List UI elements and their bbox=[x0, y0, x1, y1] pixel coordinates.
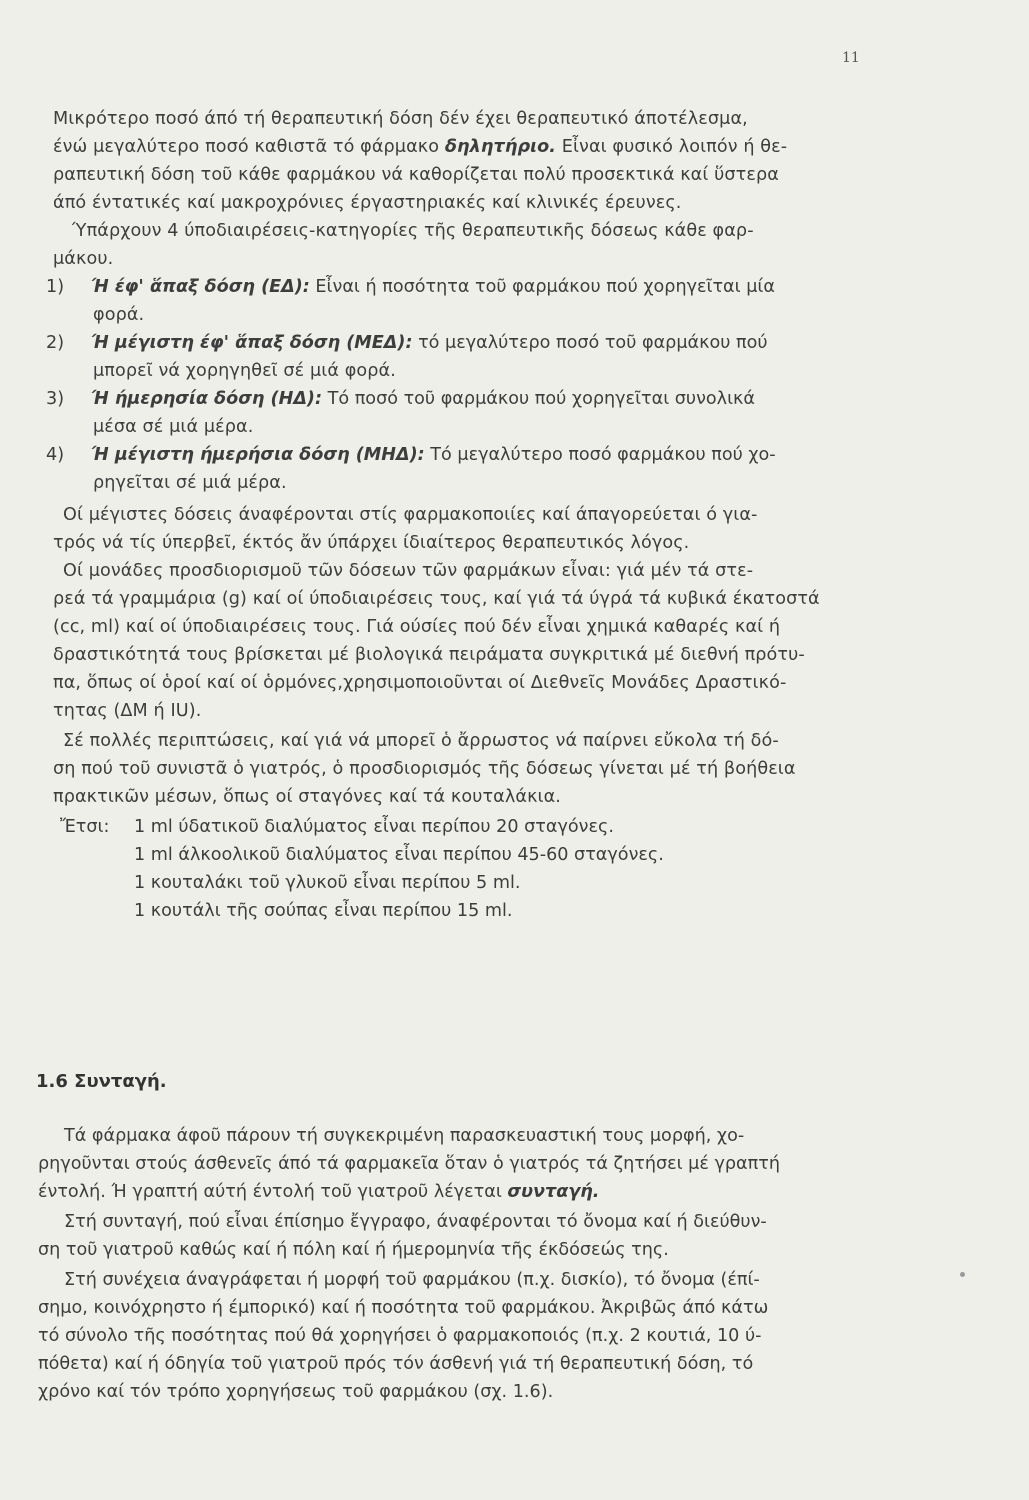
item-number: 2) bbox=[46, 333, 65, 353]
item-text: Εἶναι ή ποσότητα τοῦ φαρμάκου πού χορηγεῖται μία bbox=[309, 277, 775, 297]
paragraph-line: χρόνο καί τόν τρόπο χορηγήσεως τοῦ φαρμάκου (σχ. 1.6). bbox=[38, 1382, 554, 1402]
paragraph-line: (cc, ml) καί οί ύποδιαιρέσεις τους. Γιά ούσίες πού δέν εἶναι χημικά καθαρές καί ή bbox=[53, 617, 781, 637]
paragraph-line: ρεά τά γραμμάρια (g) καί οί ύποδιαιρέσεις τους, καί γιά τά ύγρά τά κυβικά έκατοστά bbox=[53, 589, 820, 609]
measure-line: 1 ml ύδατικοῦ διαλύματος εἶναι περίπου 20 σταγόνες. bbox=[134, 817, 614, 837]
text-run: ένώ μεγαλύτερο ποσό καθιστᾶ τό φάρμακο bbox=[53, 137, 445, 157]
paragraph-line: πρακτικῶν μέσων, ὅπως οί σταγόνες καί τά κουταλάκια. bbox=[53, 787, 562, 807]
item-continuation: φορά. bbox=[93, 305, 145, 325]
page-number: 11 bbox=[842, 50, 860, 66]
measures-prefix: Ἔτσι: bbox=[60, 817, 110, 837]
paragraph-line: Τά φάρμακα άφοῦ πάρουν τή συγκεκριμένη παρασκευαστική τους μορφή, χο- bbox=[64, 1126, 745, 1146]
item-continuation: μέσα σέ μιά μέρα. bbox=[93, 417, 254, 437]
paragraph-line: Οί μονάδες προσδιορισμοῦ τῶν δόσεων τῶν φαρμάκων εἶναι: γιά μέν τά στε- bbox=[63, 561, 754, 581]
paragraph-line: Μικρότερο ποσό άπό τή θεραπευτική δόση δέν έχει θεραπευτικό άποτέλεσμα, bbox=[53, 109, 748, 129]
paragraph-line: τητας (ΔΜ ή IU). bbox=[53, 701, 202, 721]
paragraph-line: δραστικότητά τους βρίσκεται μέ βιολογικά πειράματα συγκριτικά μέ διεθνή πρότυ- bbox=[53, 645, 805, 665]
item-continuation: ρηγεῖται σέ μιά μέρα. bbox=[93, 473, 287, 493]
paragraph-line: σημο, κοινόχρηστο ή έμπορικό) καί ή ποσότητα τοῦ φαρμάκου. Ἀκριβῶς άπό κάτω bbox=[38, 1298, 769, 1318]
dose-item bbox=[46, 275, 775, 299]
item-text: Τό μεγαλύτερο ποσό φαρμάκου πού χο- bbox=[424, 445, 776, 465]
paragraph-line: ρηγοῦνται στούς άσθενεῖς άπό τά φαρμακεῖα ὅταν ὁ γιατρός τά ζητήσει μέ γραπτή bbox=[38, 1154, 780, 1174]
paragraph-line: πα, ὅπως οί ὁροί καί οί ὁρμόνες,χρησιμοποιοῦνται οί Διεθνεῖς Μονάδες Δραστικό- bbox=[53, 673, 787, 693]
item-number: 3) bbox=[46, 389, 65, 409]
paragraph-line: ση τοῦ γιατροῦ καθώς καί ή πόλη καί ή ήμερομηνία τῆς έκδόσεώς της. bbox=[38, 1240, 669, 1260]
dose-item bbox=[46, 331, 768, 355]
item-number: 4) bbox=[46, 445, 65, 465]
paragraph-line: Στή συνέχεια άναγράφεται ή μορφή τοῦ φαρμάκου (π.χ. δισκίο), τό ὄνομα (έπί- bbox=[64, 1270, 760, 1290]
item-heading: Ή μέγιστη ήμερήσια δόση (ΜΗΔ): bbox=[91, 445, 425, 465]
paragraph-line: τό σύνολο τῆς ποσότητας πού θά χορηγήσει ὁ φαρμακοποιός (π.χ. 2 κουτιά, 10 ύ- bbox=[38, 1326, 762, 1346]
dose-item bbox=[46, 443, 776, 467]
dose-item bbox=[46, 387, 755, 411]
paragraph-line: Ύπάρχουν 4 ύποδιαιρέσεις-κατηγορίες τῆς θεραπευτικῆς δόσεως κάθε φαρ- bbox=[72, 221, 754, 241]
item-text: Τό ποσό τοῦ φαρμάκου πού χορηγεῖται συνολικά bbox=[322, 389, 756, 409]
item-number: 1) bbox=[46, 277, 65, 297]
paragraph-line bbox=[38, 1180, 883, 1204]
text-run: Εἶναι φυσικό λοιπόν ή θε- bbox=[556, 137, 788, 157]
paragraph-line: Οί μέγιστες δόσεις άναφέρονται στίς φαρμακοποιίες καί άπαγορεύεται ό για- bbox=[63, 505, 758, 525]
measure-line: 1 κουτάλι τῆς σούπας εἶναι περίπου 15 ml. bbox=[134, 901, 513, 921]
paragraph-line: Στή συνταγή, πού εἶναι έπίσημο ἔγγραφο, άναφέρονται τό ὄνομα καί ή διεύθυν- bbox=[64, 1212, 767, 1232]
paragraph-line: μάκου. bbox=[53, 249, 114, 269]
item-text: τό μεγαλύτερο ποσό τοῦ φαρμάκου πού bbox=[412, 333, 768, 353]
paragraph-line: Σέ πολλές περιπτώσεις, καί γιά νά μπορεῖ ὁ ἄρρωστος νά παίρνει εὔκολα τή δό- bbox=[63, 731, 779, 751]
section-heading: 1.6 Συνταγή. bbox=[36, 1071, 167, 1092]
paragraph-line: άπό έντατικές καί μακροχρόνιες έργαστηριακές καί κλινικές έρευνες. bbox=[53, 193, 682, 213]
paragraph-line: ση πού τοῦ συνιστᾶ ὁ γιατρός, ὁ προσδιορισμός τῆς δόσεως γίνεται μέ τή βοήθεια bbox=[53, 759, 796, 779]
item-heading: Ή έφ' ἅπαξ δόση (ΕΔ): bbox=[91, 277, 310, 297]
measure-line: 1 ml άλκοολικοῦ διαλύματος εἶναι περίπου 45-60 σταγόνες. bbox=[134, 845, 664, 865]
paragraph-line: τρός νά τίς ύπερβεῖ, έκτός ἄν ύπάρχει ίδιαίτερος θεραπευτικός λόγος. bbox=[53, 533, 690, 553]
emphasis-poison: δηλητήριο. bbox=[444, 137, 557, 157]
text-run: έντολή. Ή γραπτή αύτή έντολή τοῦ γιατροῦ λέγεται bbox=[38, 1182, 508, 1202]
item-continuation: μπορεῖ νά χορηγηθεῖ σέ μιά φορά. bbox=[93, 361, 396, 381]
scan-speck bbox=[960, 1272, 965, 1277]
emphasis-prescription: συνταγή. bbox=[507, 1182, 600, 1202]
item-heading: Ή μέγιστη έφ' ἅπαξ δόση (ΜΕΔ): bbox=[91, 333, 413, 353]
paragraph-line: ραπευτική δόση τοῦ κάθε φαρμάκου νά καθορίζεται πολύ προσεκτικά καί ὕστερα bbox=[53, 165, 779, 185]
paragraph-line bbox=[53, 135, 873, 159]
measure-line: 1 κουταλάκι τοῦ γλυκοῦ εἶναι περίπου 5 ml. bbox=[134, 873, 521, 893]
item-heading: Ή ήμερησία δόση (ΗΔ): bbox=[91, 389, 323, 409]
paragraph-line: πόθετα) καί ή όδηγία τοῦ γιατροῦ πρός τόν άσθενή γιά τή θεραπευτική δόση, τό bbox=[38, 1354, 754, 1374]
